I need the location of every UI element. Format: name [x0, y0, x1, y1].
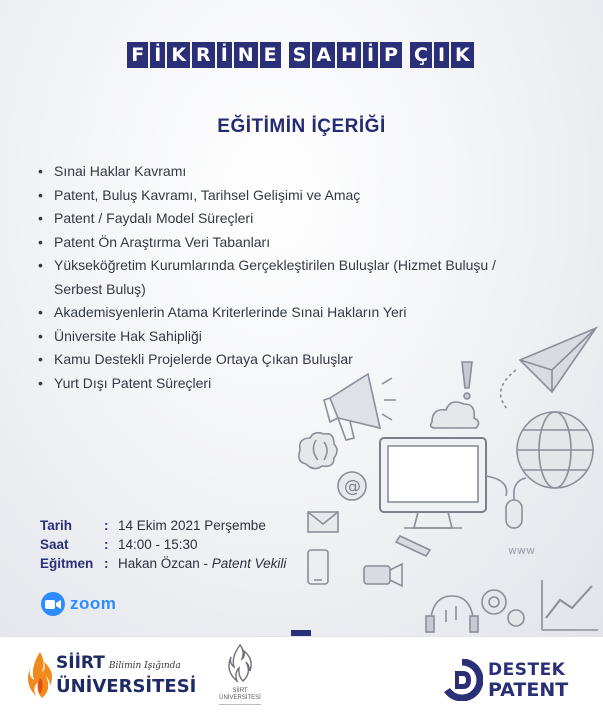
destek-wordmark: [488, 660, 568, 700]
time-row: [40, 535, 286, 554]
zoom-camera-icon: [41, 592, 65, 616]
section-title: EĞİTİMİN İÇERİĞİ: [217, 116, 386, 137]
siirt-line1: SİİRT: [56, 652, 105, 673]
phone-icon: [308, 550, 328, 584]
poster-title: [0, 42, 603, 68]
mouse-icon: [506, 478, 526, 528]
seal-line1: SİİRT: [232, 688, 248, 694]
seal-flame-icon: [225, 643, 255, 683]
trainer-label: Eğitmen: [40, 556, 94, 571]
exclamation-icon: [462, 362, 472, 399]
list-item: • Yurt Dışı Patent Süreçleri: [36, 372, 576, 396]
cloud-icon: [431, 402, 479, 428]
siirt-university-logo: [28, 650, 196, 700]
seal-divider: [219, 704, 261, 705]
title-letter: İ: [363, 42, 378, 68]
separator: :: [104, 537, 109, 552]
zoom-label: zoom: [70, 594, 117, 613]
title-letter: N: [234, 42, 258, 68]
event-info: [40, 516, 286, 573]
www-label: www: [508, 544, 535, 557]
envelope-icon: [308, 512, 338, 532]
list-item: • Patent Ön Araştırma Veri Tabanları: [36, 231, 576, 255]
title-letter: P: [380, 42, 402, 68]
destek-line2: PATENT: [488, 679, 569, 701]
destek-emblem-icon: [441, 659, 483, 701]
trainer-name: Hakan Özcan -: [118, 556, 212, 571]
list-item-text: Yükseköğretim Kurumlarında Gerçekleştirilen Buluşlar (Hizmet Buluşu /: [54, 257, 496, 273]
destek-patent-logo: [441, 659, 568, 701]
title-letter: E: [260, 42, 281, 68]
title-letter: S: [289, 42, 311, 68]
list-item: • Patent, Buluş Kavramı, Tarihsel Gelişimi ve Amaç: [36, 184, 576, 208]
separator: :: [104, 518, 109, 533]
title-letter: I: [434, 42, 449, 68]
gear-icon: [482, 590, 524, 626]
video-camera-icon: [364, 564, 402, 586]
paper-plane-icon: [501, 328, 596, 410]
at-sign-icon: [338, 472, 366, 500]
date-row: [40, 516, 286, 535]
list-item: • Akademisyenlerin Atama Kriterlerinde Sınai Hakların Yeri: [36, 301, 576, 325]
flame-icon: [28, 650, 52, 700]
time-value: 14:00 - 15:30: [118, 537, 198, 552]
separator: :: [104, 556, 109, 571]
list-item: • Patent / Faydalı Model Süreçleri: [36, 207, 576, 231]
pen-icon: [396, 536, 430, 556]
megaphone-icon: [324, 374, 396, 440]
siirt-line2: ÜNİVERSİTESİ: [56, 675, 197, 697]
list-item: • Kamu Destekli Projelerde Ortaya Çıkan Buluşlar: [36, 348, 576, 372]
title-letter: K: [167, 42, 190, 68]
list-item: • Üniversite Hak Sahipliği: [36, 325, 576, 349]
seal-line2: ÜNİVERSİTESİ: [219, 695, 261, 701]
title-letter: A: [312, 42, 335, 68]
siirt-slogan: Bilimin Işığında: [108, 660, 181, 671]
list-item: • Sınai Haklar Kavramı: [36, 160, 576, 184]
title-letter: H: [337, 42, 361, 68]
monitor-icon: [380, 438, 486, 528]
headphones-icon: [426, 596, 478, 632]
globe-icon: [517, 412, 593, 488]
title-letter: İ: [150, 42, 165, 68]
brain-icon: [299, 433, 337, 469]
zoom-logo: [41, 592, 116, 616]
technology-illustration: [280, 300, 603, 636]
title-letter: K: [451, 42, 474, 68]
chart-icon: [542, 580, 598, 630]
svg-text:@: @: [344, 477, 361, 497]
title-letter: R: [192, 42, 215, 68]
title-letter: F: [127, 42, 148, 68]
date-label: Tarih: [40, 518, 73, 533]
list-item: [36, 254, 576, 301]
list-item-text-continued: Serbest Buluş): [54, 280, 146, 297]
title-letter: İ: [217, 42, 232, 68]
title-letter: Ç: [410, 42, 432, 68]
trainer-row: [40, 554, 286, 573]
siirt-university-seal: [215, 643, 265, 707]
time-label: Saat: [40, 537, 69, 552]
trainer-role: Patent Vekili: [211, 556, 287, 571]
siirt-wordmark: [56, 653, 196, 698]
date-value: 14 Ekim 2021 Perşembe: [118, 518, 266, 533]
destek-line1: DESTEK: [488, 660, 566, 680]
